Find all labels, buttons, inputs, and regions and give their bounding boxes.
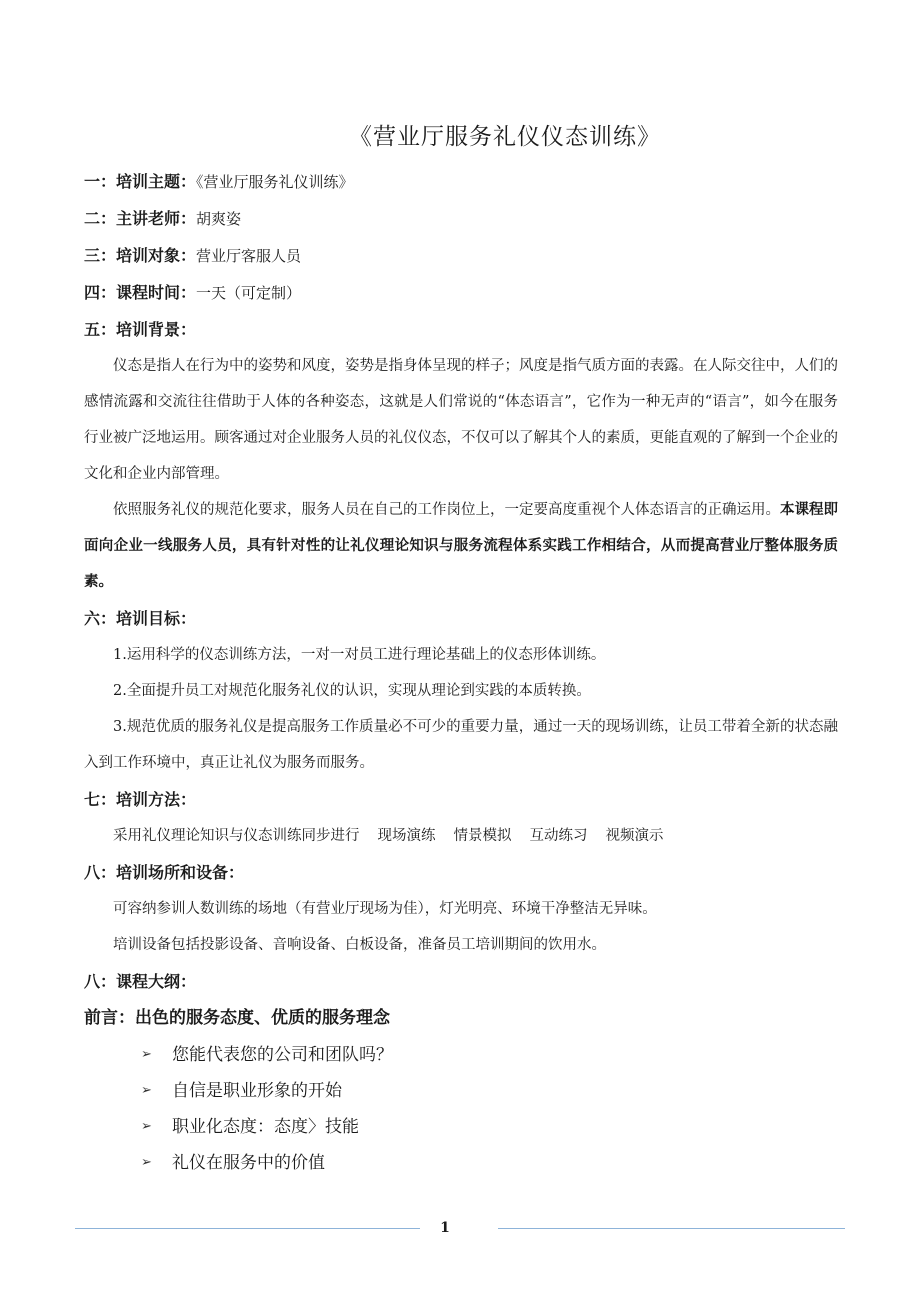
outline-heading: 八：课程大纲： bbox=[84, 972, 197, 991]
background-paragraph-2-bold: 本课程即面向企业一线服务人员，具有针对性的让礼仪理论知识与服务流程体系实践工作相结合，从而提高营业厅整体服务质素。 bbox=[84, 502, 838, 590]
theme-value: 《营业厅服务礼仪训练》 bbox=[196, 173, 354, 191]
goal-item: 1.运用科学的仪态训练方法，一对一对员工进行理论基础上的仪态形体训练。 bbox=[113, 647, 606, 663]
document-title: 《营业厅服务礼仪仪态训练》 bbox=[349, 124, 661, 150]
method-item: 情景模拟 bbox=[453, 828, 512, 844]
arrow-bullet-icon: ➢ bbox=[141, 1083, 152, 1098]
list-item: ➢ 职业化态度：态度〉技能 bbox=[84, 1109, 838, 1145]
venue-paragraph-2: 培训设备包括投影设备、音响设备、白板设备，准备员工培训期间的饮用水。 bbox=[113, 937, 606, 953]
footer-divider-right bbox=[498, 1228, 845, 1229]
list-item: ➢ 您能代表您的公司和团队吗？ bbox=[84, 1037, 838, 1073]
duration-value: 一天（可定制） bbox=[196, 284, 302, 302]
methods-heading: 七：培训方法： bbox=[84, 790, 197, 809]
background-paragraph-2-normal: 依照服务礼仪的规范化要求，服务人员在自己的工作岗位上，一定要高度重视个人体态语言的正确运用。 bbox=[113, 502, 780, 518]
teacher-label: 二：主讲老师： bbox=[84, 209, 197, 228]
goals-heading: 六：培训目标： bbox=[84, 609, 197, 628]
goal-item: 2.全面提升员工对规范化服务礼仪的认识，实现从理论到实践的本质转换。 bbox=[113, 683, 591, 699]
footer-divider-left bbox=[75, 1228, 420, 1229]
teacher-value: 胡爽姿 bbox=[196, 210, 242, 228]
methods-list bbox=[84, 818, 838, 854]
goal-item: 3.规范优质的服务礼仪是提高服务工作质量必不可少的重要力量，通过一天的现场训练，让员工带着全新的状态融入到工作环境中，真正让礼仪为服务而服务。 bbox=[84, 719, 838, 771]
theme-row bbox=[84, 163, 838, 200]
venue-heading: 八：培训场所和设备： bbox=[84, 863, 245, 882]
method-item: 采用礼仪理论知识与仪态训练同步进行 bbox=[113, 828, 360, 844]
arrow-bullet-icon: ➢ bbox=[141, 1155, 152, 1170]
outline-bullets bbox=[84, 1037, 838, 1181]
list-item: ➢ 礼仪在服务中的价值 bbox=[84, 1145, 838, 1181]
list-item: ➢ 自信是职业形象的开始 bbox=[84, 1073, 838, 1109]
page-footer bbox=[0, 1220, 920, 1240]
duration-label: 四：课程时间： bbox=[84, 283, 197, 302]
audience-label: 三：培训对象： bbox=[84, 246, 197, 265]
method-item: 互动练习 bbox=[529, 828, 588, 844]
method-item: 现场演练 bbox=[377, 828, 436, 844]
background-paragraph-2 bbox=[84, 492, 838, 600]
audience-value: 营业厅客服人员 bbox=[196, 247, 302, 265]
arrow-bullet-icon: ➢ bbox=[141, 1047, 152, 1062]
venue-paragraph-1: 可容纳参训人数训练的场地（有营业厅现场为佳），灯光明亮、环境干净整洁无异味。 bbox=[113, 901, 657, 917]
document-body bbox=[84, 163, 838, 1181]
method-item: 视频演示 bbox=[605, 828, 664, 844]
background-paragraph-1: 仪态是指人在行为中的姿势和风度，姿势是指身体呈现的样子；风度是指气质方面的表露。在人际交往中，人们的感情流露和交流往往借助于人体的各种姿态，这就是人们常说的“体态语言”，它作为一种无声的“语言”，如今在服务行业被广泛地运用。顾客通过对企业服务人员的礼仪仪态，不仅可以了解其个人的素质，更能直观的了解到一个企业的文化和企业内部管理。 bbox=[84, 358, 838, 482]
theme-label: 一：培训主题： bbox=[84, 172, 197, 191]
outline-preface: 前言：出色的服务态度、优质的服务理念 bbox=[84, 1008, 390, 1028]
background-heading: 五：培训背景： bbox=[84, 320, 197, 339]
page-number: 1 bbox=[440, 1220, 450, 1236]
duration-row bbox=[84, 274, 838, 311]
teacher-row bbox=[84, 200, 838, 237]
arrow-bullet-icon: ➢ bbox=[141, 1119, 152, 1134]
audience-row bbox=[84, 237, 838, 274]
